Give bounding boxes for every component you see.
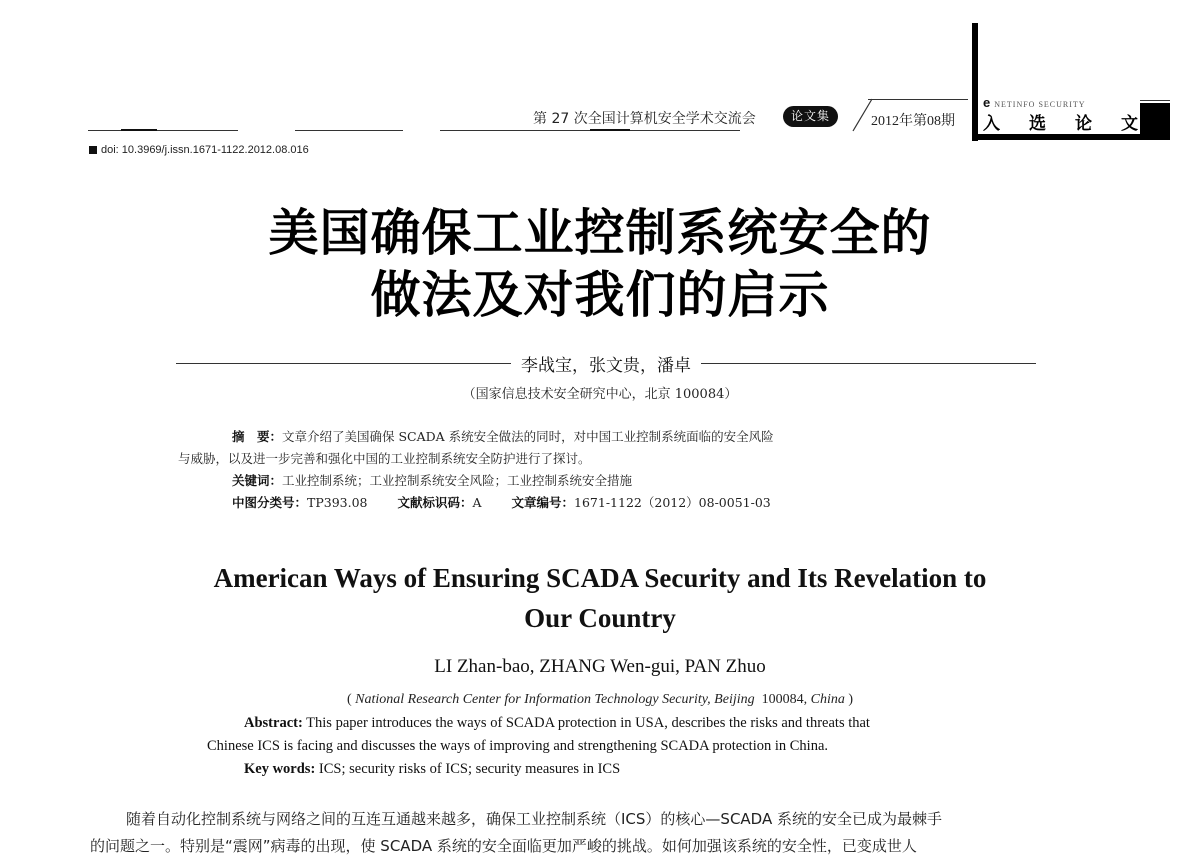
- affiliation-en-institution: National Research Center for Information Technology Security, Beijing: [355, 692, 755, 707]
- abstract-en-line1: [207, 712, 1007, 735]
- abstract-en-label: Abstract:: [244, 715, 303, 731]
- abstract-cn-line2: 与威胁，以及进一步完善和强化中国的工业控制系统安全防护进行了探讨。: [178, 451, 591, 466]
- abstract-en-text1: This paper introduces the ways of SCADA protection in USA, describes the risks and threats that: [306, 715, 870, 731]
- brand-name: NETINFO SECURITY: [994, 100, 1086, 109]
- affiliation-en-postcode: 100084,: [761, 692, 808, 707]
- keywords-cn-label: 关键词：: [232, 473, 283, 488]
- section-label-char: 文: [1121, 114, 1138, 134]
- brand-logo-e: e: [983, 95, 992, 110]
- section-label: [983, 109, 1138, 134]
- abstract-cn-line1: [178, 426, 998, 448]
- section-label-char: 论: [1075, 114, 1092, 134]
- proceedings-badge: 论文集: [783, 106, 838, 127]
- keywords-en: [207, 758, 1007, 781]
- keywords-cn-text: 工业控制系统；工业控制系统安全风险；工业控制系统安全措施: [282, 473, 633, 488]
- abstract-cn-text1: 文章介绍了美国确保 SCADA 系统安全做法的同时，对中国工业控制系统面临的安全风险: [282, 429, 774, 444]
- brand-black-box: [1140, 103, 1170, 134]
- header-rule-issue: [868, 99, 968, 100]
- affiliation-en: ( National Research Center for Information Technology Security, Beijing 100084, China ): [346, 692, 854, 707]
- header-rule-right-thick: [590, 129, 630, 131]
- abstract-en-line2: Chinese ICS is facing and discusses the ways of improving and strengthening SCADA protection in China.: [207, 738, 829, 754]
- keywords-cn: [178, 470, 998, 492]
- body-text: [90, 806, 1110, 860]
- clc-label: 中图分类号：: [232, 495, 308, 510]
- abstract-cn-label: 摘 要：: [232, 429, 283, 444]
- header-rule-left: [88, 130, 238, 131]
- brand-frame-horizontal: [972, 134, 1170, 140]
- title-en-line2: Our Country: [524, 603, 676, 633]
- authors-rule-right: [701, 363, 1036, 364]
- keywords-en-text: ICS; security risks of ICS; security measures in ICS: [318, 761, 621, 777]
- doi-text[interactable]: doi: 10.3969/j.issn.1671-1122.2012.08.016: [101, 144, 309, 156]
- doi: [89, 144, 309, 156]
- article-no-value: 1671-1122（2012）08-0051-03: [574, 495, 771, 510]
- title-en-line1: American Ways of Ensuring SCADA Security and Its Revelation to: [213, 563, 987, 593]
- authors-rule-left: [176, 363, 511, 364]
- affiliation-en-country: China: [810, 692, 845, 707]
- header-rule-mid: [295, 130, 403, 131]
- body-line2: 的问题之一。特别是“震网”病毒的出现，使 SCADA 系统的安全面临更加严峻的挑战。如何加强该系统的安全性，已变成世人: [90, 837, 917, 855]
- article-no-label: 文章编号：: [511, 495, 575, 510]
- body-line1: 随着自动化控制系统与网络之间的互连互通越来越多，确保工业控制系统（ICS）的核心—SCADA 系统的安全已成为最棘手: [126, 810, 942, 828]
- keywords-en-label: Key words:: [244, 761, 316, 777]
- issue-number: 2012年第08期: [871, 114, 955, 129]
- conference-title: 第 27 次全国计算机安全学术交流会: [533, 111, 756, 127]
- section-label-char: 入: [983, 114, 1000, 134]
- brand-frame-vertical: [972, 23, 978, 141]
- bullet-square-icon: [89, 146, 97, 154]
- doc-code-label: 文献标识码：: [397, 495, 473, 510]
- clc-value: TP393.08: [307, 495, 368, 510]
- authors-en: LI Zhan-bao, ZHANG Wen-gui, PAN Zhuo: [434, 656, 766, 677]
- title-cn-line1: 美国确保工业控制系统安全的: [268, 203, 932, 262]
- abstract-cn: [178, 426, 998, 514]
- section-label-char: 选: [1029, 114, 1046, 134]
- header-rule-left-thick: [121, 129, 157, 131]
- title-cn-line2: 做法及对我们的启示: [370, 265, 830, 324]
- brand-rule: [1140, 100, 1170, 101]
- affiliation-cn: （国家信息技术安全研究中心，北京 100084）: [462, 387, 738, 402]
- authors-cn: 李战宝，张文贵，潘卓: [521, 355, 691, 376]
- abstract-en: [207, 712, 1007, 781]
- authors-cn-row: [176, 351, 1036, 375]
- classification-row: [178, 492, 998, 514]
- journal-brand-en: [983, 95, 1086, 110]
- doc-code-value: A: [472, 495, 482, 510]
